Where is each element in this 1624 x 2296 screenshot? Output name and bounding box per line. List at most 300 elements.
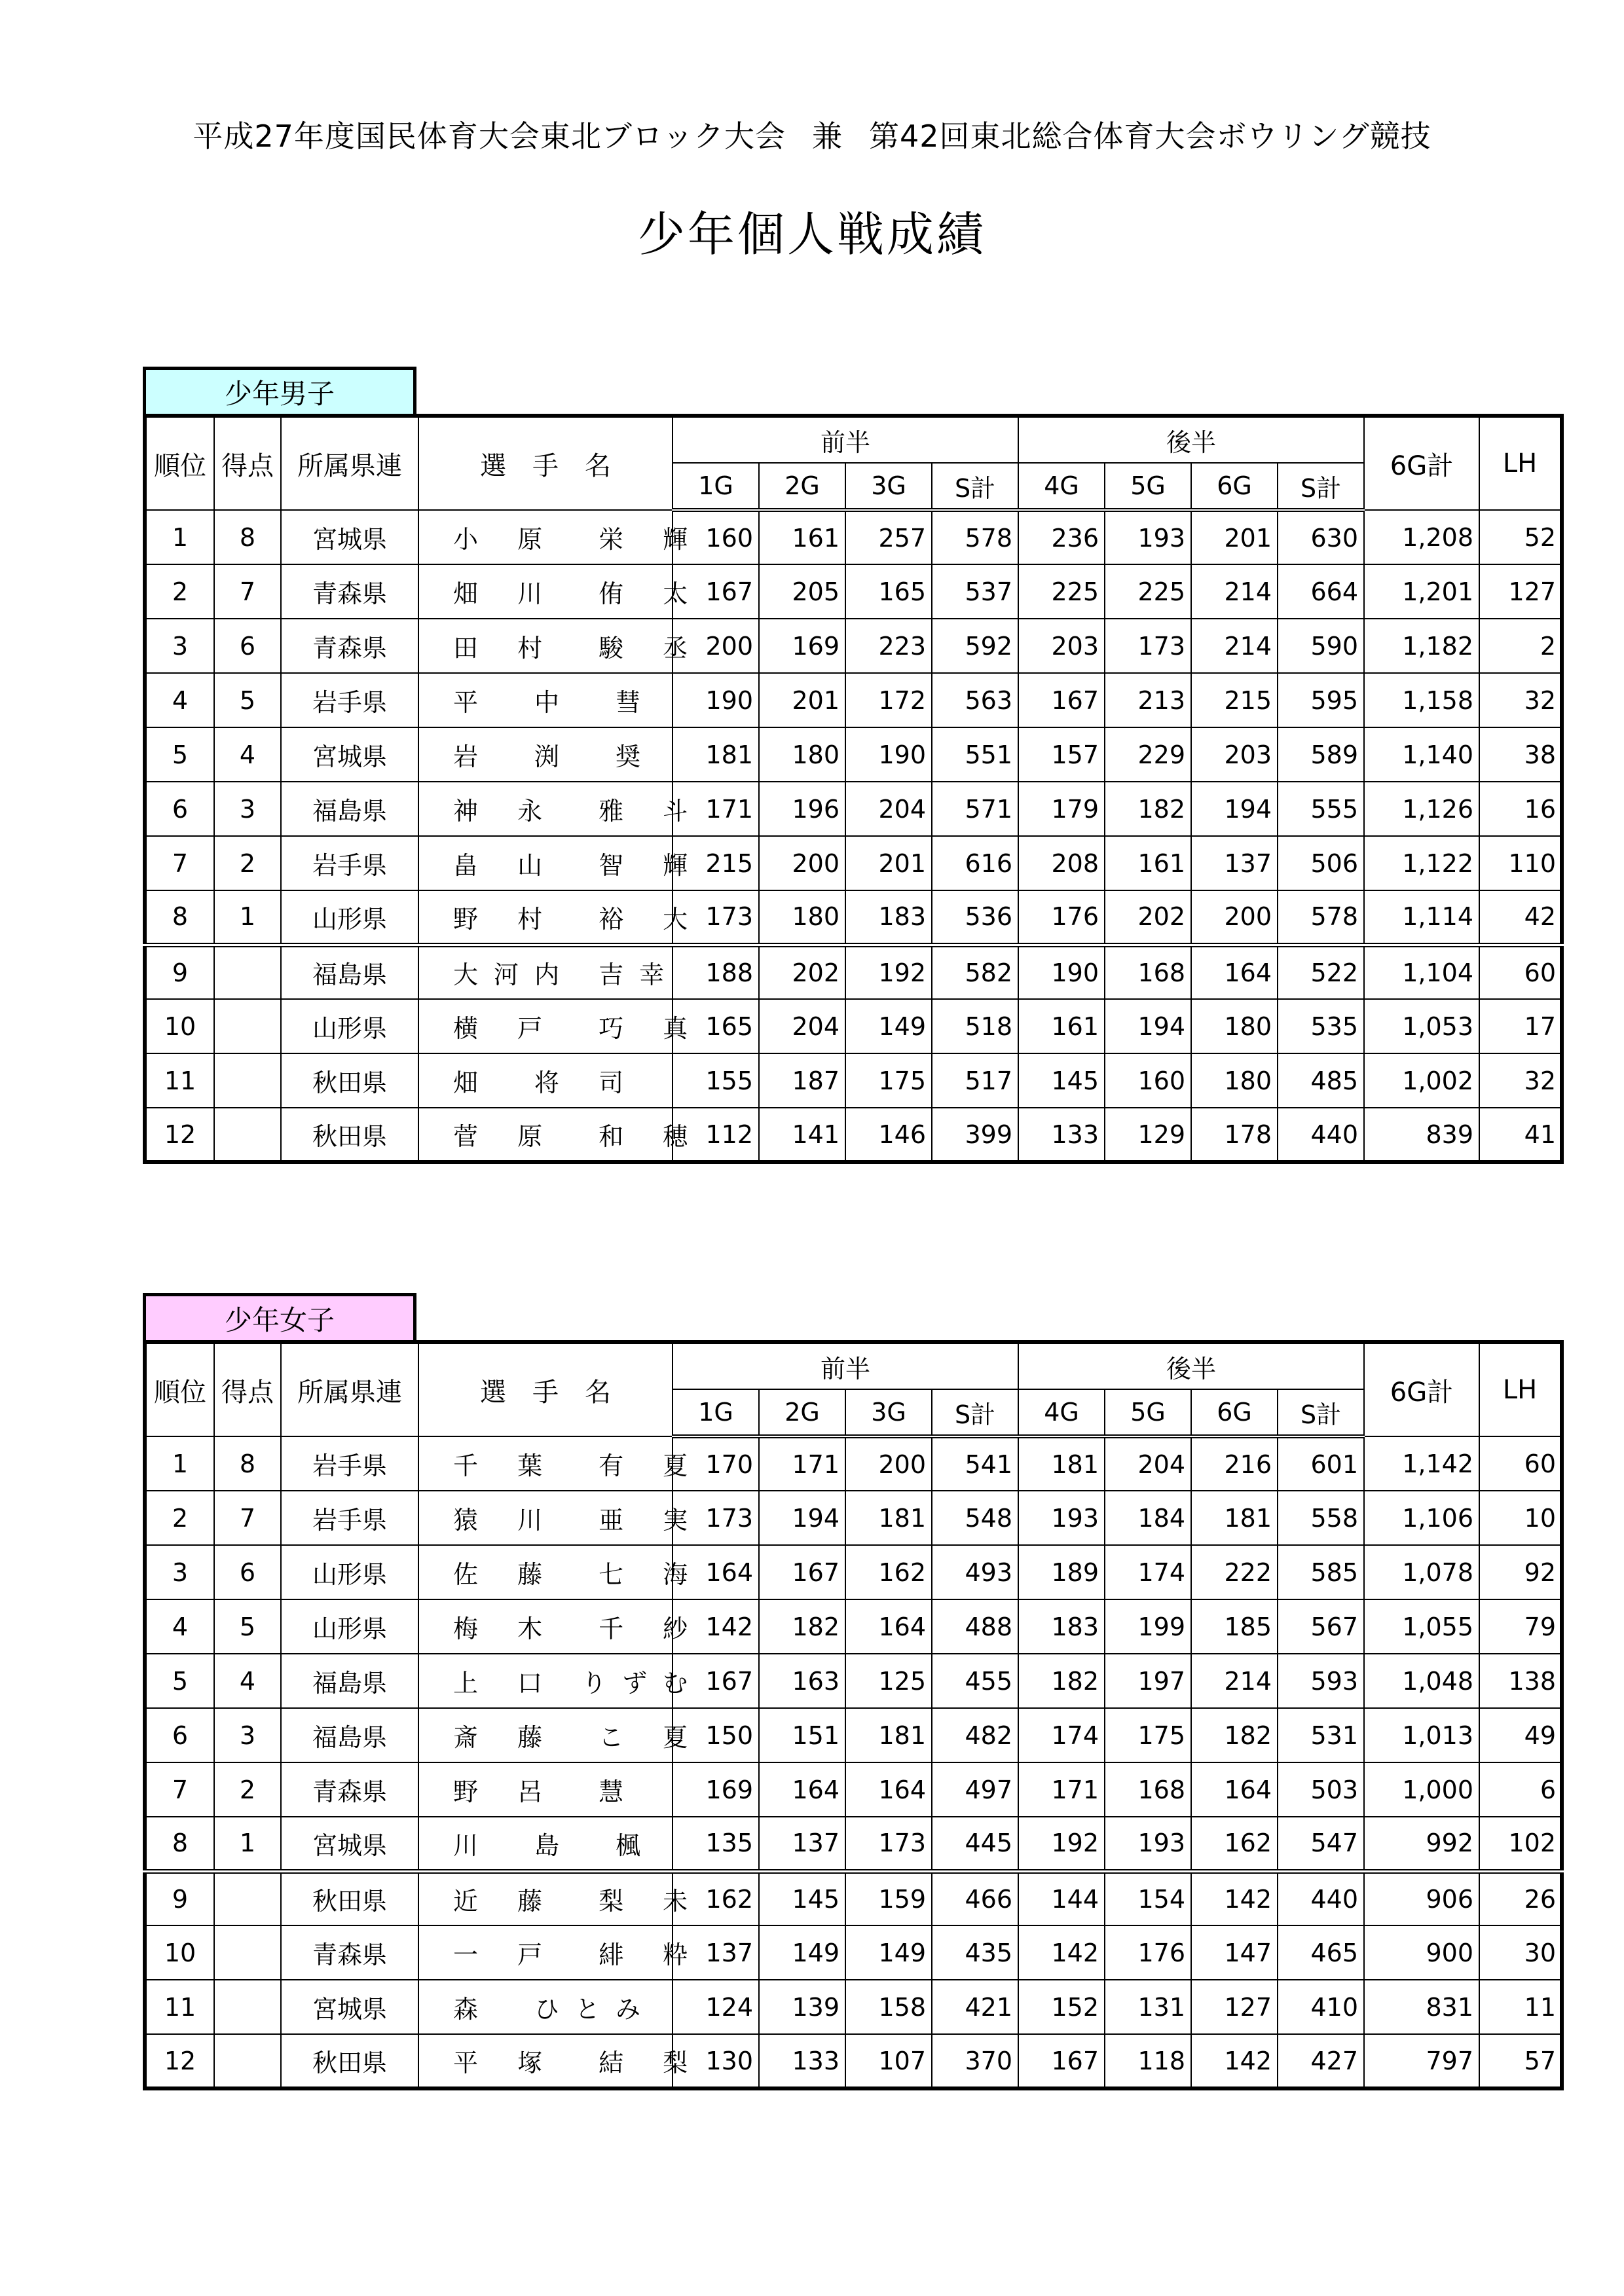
- game1-score: 188: [673, 945, 759, 999]
- table-row: [145, 1871, 1562, 1925]
- event-subtitle: [0, 113, 1624, 156]
- first-half-subtotal: 537: [932, 564, 1018, 619]
- game6-score: 185: [1191, 1599, 1278, 1654]
- six-game-total: 1,048: [1364, 1654, 1479, 1708]
- lh-value: 6: [1479, 1762, 1562, 1817]
- table-row: [145, 1654, 1562, 1708]
- game5-score: 193: [1105, 1817, 1191, 1871]
- lh-value: 102: [1479, 1817, 1562, 1871]
- game1-score: 165: [673, 999, 759, 1053]
- table-row: [145, 945, 1562, 999]
- game4-score: 192: [1018, 1817, 1105, 1871]
- table-row: [145, 999, 1562, 1053]
- game6-score: 180: [1191, 1053, 1278, 1108]
- first-half-subtotal: 541: [932, 1436, 1018, 1491]
- prefecture-cell: 山形県: [281, 890, 418, 945]
- six-game-total: 839: [1364, 1108, 1479, 1162]
- game3-score: 200: [845, 1436, 932, 1491]
- prefecture-cell: 青森県: [281, 1925, 418, 1980]
- col-subtotal1: S計: [932, 1389, 1018, 1436]
- prefecture-cell: 山形県: [281, 1545, 418, 1599]
- game2-score: 180: [759, 890, 845, 945]
- event-subtitle-part1: 平成27年度国民体育大会東北ブロック大会: [193, 118, 786, 154]
- lh-value: 10: [1479, 1491, 1562, 1545]
- col-game6: 6G: [1191, 463, 1278, 510]
- girls-results-table: [143, 1340, 1564, 2090]
- second-half-subtotal: 595: [1278, 673, 1364, 727]
- six-game-total: 1,106: [1364, 1491, 1479, 1545]
- game1-score: 137: [673, 1925, 759, 1980]
- second-half-subtotal: 522: [1278, 945, 1364, 999]
- rank-cell: 3: [145, 1545, 214, 1599]
- game2-score: 167: [759, 1545, 845, 1599]
- game1-score: 181: [673, 727, 759, 782]
- second-half-subtotal: 589: [1278, 727, 1364, 782]
- second-half-subtotal: 547: [1278, 1817, 1364, 1871]
- points-cell: [214, 1053, 281, 1108]
- points-cell: [214, 1980, 281, 2034]
- second-half-subtotal: 664: [1278, 564, 1364, 619]
- first-half-subtotal: 497: [932, 1762, 1018, 1817]
- game5-score: 225: [1105, 564, 1191, 619]
- game6-score: 142: [1191, 1871, 1278, 1925]
- first-half-subtotal: 563: [932, 673, 1018, 727]
- game3-score: 257: [845, 510, 932, 564]
- game2-score: 205: [759, 564, 845, 619]
- game4-score: 161: [1018, 999, 1105, 1053]
- lh-value: 30: [1479, 1925, 1562, 1980]
- second-half-subtotal: 601: [1278, 1436, 1364, 1491]
- col-points: 得点: [214, 1342, 281, 1436]
- col-game1: 1G: [673, 1389, 759, 1436]
- col-first-half: 前半: [673, 416, 1018, 463]
- game5-score: 229: [1105, 727, 1191, 782]
- game4-score: 144: [1018, 1871, 1105, 1925]
- col-game4: 4G: [1018, 463, 1105, 510]
- table-row: [145, 727, 1562, 782]
- game3-score: 158: [845, 1980, 932, 2034]
- game4-score: 225: [1018, 564, 1105, 619]
- first-half-subtotal: 455: [932, 1654, 1018, 1708]
- game3-score: 125: [845, 1654, 932, 1708]
- six-game-total: 1,126: [1364, 782, 1479, 836]
- first-half-subtotal: 571: [932, 782, 1018, 836]
- rank-cell: 6: [145, 782, 214, 836]
- rank-cell: 5: [145, 727, 214, 782]
- rank-cell: 6: [145, 1708, 214, 1762]
- rank-cell: 3: [145, 619, 214, 673]
- first-half-subtotal: 578: [932, 510, 1018, 564]
- six-game-total: 1,053: [1364, 999, 1479, 1053]
- rank-cell: 4: [145, 673, 214, 727]
- second-half-subtotal: 531: [1278, 1708, 1364, 1762]
- player-name-cell: 田 村 駿 丞: [418, 619, 673, 673]
- prefecture-cell: 宮城県: [281, 1980, 418, 2034]
- game6-score: 200: [1191, 890, 1278, 945]
- table-row: [145, 1980, 1562, 2034]
- prefecture-cell: 山形県: [281, 1599, 418, 1654]
- rank-cell: 2: [145, 564, 214, 619]
- game1-score: 155: [673, 1053, 759, 1108]
- table-row: [145, 782, 1562, 836]
- col-total: 6G計: [1364, 416, 1479, 510]
- col-game5: 5G: [1105, 463, 1191, 510]
- game4-score: 142: [1018, 1925, 1105, 1980]
- col-player-name: 選 手 名: [418, 416, 673, 510]
- game2-score: 194: [759, 1491, 845, 1545]
- game3-score: 165: [845, 564, 932, 619]
- points-cell: 8: [214, 510, 281, 564]
- game2-score: 141: [759, 1108, 845, 1162]
- game4-score: 208: [1018, 836, 1105, 890]
- game5-score: 202: [1105, 890, 1191, 945]
- second-half-subtotal: 410: [1278, 1980, 1364, 2034]
- table-row: [145, 1817, 1562, 1871]
- six-game-total: 1,055: [1364, 1599, 1479, 1654]
- lh-value: 2: [1479, 619, 1562, 673]
- second-half-subtotal: 558: [1278, 1491, 1364, 1545]
- rank-cell: 1: [145, 510, 214, 564]
- game6-score: 203: [1191, 727, 1278, 782]
- prefecture-cell: 岩手県: [281, 673, 418, 727]
- table-row: [145, 1491, 1562, 1545]
- col-game4: 4G: [1018, 1389, 1105, 1436]
- rank-cell: 1: [145, 1436, 214, 1491]
- player-name-cell: 川 島 楓: [418, 1817, 673, 1871]
- game4-score: 183: [1018, 1599, 1105, 1654]
- lh-value: 32: [1479, 1053, 1562, 1108]
- col-subtotal2: S計: [1278, 1389, 1364, 1436]
- player-name-cell: 千 葉 有 夏: [418, 1436, 673, 1491]
- game5-score: 129: [1105, 1108, 1191, 1162]
- points-cell: 4: [214, 1654, 281, 1708]
- six-game-total: 1,000: [1364, 1762, 1479, 1817]
- game6-score: 215: [1191, 673, 1278, 727]
- rank-cell: 4: [145, 1599, 214, 1654]
- prefecture-cell: 福島県: [281, 945, 418, 999]
- game5-score: 173: [1105, 619, 1191, 673]
- points-cell: 7: [214, 564, 281, 619]
- second-half-subtotal: 578: [1278, 890, 1364, 945]
- game2-score: 145: [759, 1871, 845, 1925]
- lh-value: 92: [1479, 1545, 1562, 1599]
- game2-score: 182: [759, 1599, 845, 1654]
- prefecture-cell: 青森県: [281, 564, 418, 619]
- game5-score: 174: [1105, 1545, 1191, 1599]
- six-game-total: 1,104: [1364, 945, 1479, 999]
- col-player-name: 選 手 名: [418, 1342, 673, 1436]
- game6-score: 214: [1191, 1654, 1278, 1708]
- table-row: [145, 1436, 1562, 1491]
- player-name-cell: 野 呂 慧: [418, 1762, 673, 1817]
- game6-score: 164: [1191, 945, 1278, 999]
- game3-score: 164: [845, 1762, 932, 1817]
- lh-value: 16: [1479, 782, 1562, 836]
- points-cell: 5: [214, 673, 281, 727]
- game1-score: 173: [673, 1491, 759, 1545]
- lh-value: 42: [1479, 890, 1562, 945]
- col-prefecture: 所属県連: [281, 416, 418, 510]
- six-game-total: 1,182: [1364, 619, 1479, 673]
- game6-score: 180: [1191, 999, 1278, 1053]
- game2-score: 196: [759, 782, 845, 836]
- game2-score: 180: [759, 727, 845, 782]
- six-game-total: 1,078: [1364, 1545, 1479, 1599]
- player-name-cell: 菅 原 和 穂: [418, 1108, 673, 1162]
- game5-score: 213: [1105, 673, 1191, 727]
- event-subtitle-part3: 第42回東北総合体育大会ボウリング競技: [869, 118, 1431, 154]
- second-half-subtotal: 590: [1278, 619, 1364, 673]
- second-half-subtotal: 427: [1278, 2034, 1364, 2088]
- game4-score: 182: [1018, 1654, 1105, 1708]
- rank-cell: 11: [145, 1053, 214, 1108]
- points-cell: [214, 1108, 281, 1162]
- player-name-cell: 岩 渕 奨: [418, 727, 673, 782]
- lh-value: 110: [1479, 836, 1562, 890]
- game1-score: 215: [673, 836, 759, 890]
- game2-score: 133: [759, 2034, 845, 2088]
- points-cell: [214, 999, 281, 1053]
- table-row: [145, 1545, 1562, 1599]
- points-cell: [214, 2034, 281, 2088]
- first-half-subtotal: 551: [932, 727, 1018, 782]
- game2-score: 204: [759, 999, 845, 1053]
- col-game5: 5G: [1105, 1389, 1191, 1436]
- table-row: [145, 564, 1562, 619]
- prefecture-cell: 秋田県: [281, 1053, 418, 1108]
- table-row: [145, 1108, 1562, 1162]
- game6-score: 216: [1191, 1436, 1278, 1491]
- second-half-subtotal: 555: [1278, 782, 1364, 836]
- game4-score: 176: [1018, 890, 1105, 945]
- lh-value: 79: [1479, 1599, 1562, 1654]
- game5-score: 204: [1105, 1436, 1191, 1491]
- game3-score: 164: [845, 1599, 932, 1654]
- rank-cell: 9: [145, 1871, 214, 1925]
- rank-cell: 8: [145, 1817, 214, 1871]
- second-half-subtotal: 485: [1278, 1053, 1364, 1108]
- rank-cell: 12: [145, 1108, 214, 1162]
- lh-value: 138: [1479, 1654, 1562, 1708]
- game1-score: 130: [673, 2034, 759, 2088]
- lh-value: 26: [1479, 1871, 1562, 1925]
- game5-score: 184: [1105, 1491, 1191, 1545]
- points-cell: 2: [214, 1762, 281, 1817]
- player-name-cell: 森 ひとみ: [418, 1980, 673, 2034]
- game5-score: 118: [1105, 2034, 1191, 2088]
- lh-value: 127: [1479, 564, 1562, 619]
- table-row: [145, 1053, 1562, 1108]
- lh-value: 17: [1479, 999, 1562, 1053]
- game1-score: 124: [673, 1980, 759, 2034]
- game6-score: 147: [1191, 1925, 1278, 1980]
- game4-score: 145: [1018, 1053, 1105, 1108]
- game4-score: 174: [1018, 1708, 1105, 1762]
- prefecture-cell: 秋田県: [281, 1108, 418, 1162]
- game1-score: 164: [673, 1545, 759, 1599]
- game1-score: 167: [673, 564, 759, 619]
- six-game-total: 831: [1364, 1980, 1479, 2034]
- game3-score: 162: [845, 1545, 932, 1599]
- rank-cell: 8: [145, 890, 214, 945]
- game6-score: 164: [1191, 1762, 1278, 1817]
- game5-score: 168: [1105, 945, 1191, 999]
- game3-score: 204: [845, 782, 932, 836]
- game1-score: 171: [673, 782, 759, 836]
- six-game-total: 1,142: [1364, 1436, 1479, 1491]
- prefecture-cell: 青森県: [281, 1762, 418, 1817]
- lh-value: 60: [1479, 1436, 1562, 1491]
- player-name-cell: 一 戸 緋 粋: [418, 1925, 673, 1980]
- game1-score: 112: [673, 1108, 759, 1162]
- game3-score: 192: [845, 945, 932, 999]
- game1-score: 167: [673, 1654, 759, 1708]
- rank-cell: 7: [145, 836, 214, 890]
- col-prefecture: 所属県連: [281, 1342, 418, 1436]
- second-half-subtotal: 535: [1278, 999, 1364, 1053]
- prefecture-cell: 秋田県: [281, 1871, 418, 1925]
- first-half-subtotal: 493: [932, 1545, 1018, 1599]
- game2-score: 171: [759, 1436, 845, 1491]
- game5-score: 194: [1105, 999, 1191, 1053]
- first-half-subtotal: 616: [932, 836, 1018, 890]
- col-lh: LH: [1479, 416, 1562, 510]
- lh-value: 32: [1479, 673, 1562, 727]
- six-game-total: 797: [1364, 2034, 1479, 2088]
- prefecture-cell: 福島県: [281, 1708, 418, 1762]
- lh-value: 11: [1479, 1980, 1562, 2034]
- six-game-total: 906: [1364, 1871, 1479, 1925]
- points-cell: [214, 1925, 281, 1980]
- game2-score: 149: [759, 1925, 845, 1980]
- lh-value: 60: [1479, 945, 1562, 999]
- game6-score: 181: [1191, 1491, 1278, 1545]
- game5-score: 197: [1105, 1654, 1191, 1708]
- game1-score: 142: [673, 1599, 759, 1654]
- game3-score: 201: [845, 836, 932, 890]
- points-cell: 4: [214, 727, 281, 782]
- boys-section-label: 少年男子: [143, 367, 416, 414]
- game2-score: 200: [759, 836, 845, 890]
- player-name-cell: 畠 山 智 輝: [418, 836, 673, 890]
- game6-score: 182: [1191, 1708, 1278, 1762]
- player-name-cell: 近 藤 梨 未: [418, 1871, 673, 1925]
- points-cell: [214, 945, 281, 999]
- col-subtotal2: S計: [1278, 463, 1364, 510]
- game6-score: 127: [1191, 1980, 1278, 2034]
- second-half-subtotal: 506: [1278, 836, 1364, 890]
- table-row: [145, 1599, 1562, 1654]
- player-name-cell: 斎 藤 こ 夏: [418, 1708, 673, 1762]
- prefecture-cell: 宮城県: [281, 1817, 418, 1871]
- game5-score: 199: [1105, 1599, 1191, 1654]
- second-half-subtotal: 440: [1278, 1871, 1364, 1925]
- col-game3: 3G: [845, 1389, 932, 1436]
- points-cell: 7: [214, 1491, 281, 1545]
- points-cell: 3: [214, 1708, 281, 1762]
- col-rank: 順位: [145, 416, 214, 510]
- six-game-total: 992: [1364, 1817, 1479, 1871]
- points-cell: 5: [214, 1599, 281, 1654]
- game3-score: 146: [845, 1108, 932, 1162]
- first-half-subtotal: 399: [932, 1108, 1018, 1162]
- game2-score: 137: [759, 1817, 845, 1871]
- game4-score: 181: [1018, 1436, 1105, 1491]
- prefecture-cell: 福島県: [281, 782, 418, 836]
- rank-cell: 11: [145, 1980, 214, 2034]
- second-half-subtotal: 585: [1278, 1545, 1364, 1599]
- second-half-subtotal: 630: [1278, 510, 1364, 564]
- prefecture-cell: 岩手県: [281, 836, 418, 890]
- first-half-subtotal: 482: [932, 1708, 1018, 1762]
- game2-score: 187: [759, 1053, 845, 1108]
- player-name-cell: 小 原 栄 輝: [418, 510, 673, 564]
- game3-score: 149: [845, 1925, 932, 1980]
- game5-score: 131: [1105, 1980, 1191, 2034]
- lh-value: 57: [1479, 2034, 1562, 2088]
- game5-score: 175: [1105, 1708, 1191, 1762]
- six-game-total: 1,158: [1364, 673, 1479, 727]
- game4-score: 167: [1018, 2034, 1105, 2088]
- prefecture-cell: 福島県: [281, 1654, 418, 1708]
- six-game-total: 1,013: [1364, 1708, 1479, 1762]
- game1-score: 169: [673, 1762, 759, 1817]
- col-second-half: 後半: [1018, 1342, 1364, 1389]
- game3-score: 175: [845, 1053, 932, 1108]
- table-row: [145, 2034, 1562, 2088]
- first-half-subtotal: 536: [932, 890, 1018, 945]
- game2-score: 139: [759, 1980, 845, 2034]
- game2-score: 169: [759, 619, 845, 673]
- game5-score: 193: [1105, 510, 1191, 564]
- col-game2: 2G: [759, 463, 845, 510]
- game3-score: 149: [845, 999, 932, 1053]
- prefecture-cell: 岩手県: [281, 1436, 418, 1491]
- first-half-subtotal: 421: [932, 1980, 1018, 2034]
- game6-score: 194: [1191, 782, 1278, 836]
- second-half-subtotal: 503: [1278, 1762, 1364, 1817]
- game3-score: 183: [845, 890, 932, 945]
- lh-value: 38: [1479, 727, 1562, 782]
- six-game-total: 900: [1364, 1925, 1479, 1980]
- game4-score: 133: [1018, 1108, 1105, 1162]
- game6-score: 214: [1191, 564, 1278, 619]
- prefecture-cell: 秋田県: [281, 2034, 418, 2088]
- game1-score: 200: [673, 619, 759, 673]
- player-name-cell: 畑 川 侑 太: [418, 564, 673, 619]
- game1-score: 135: [673, 1817, 759, 1871]
- points-cell: [214, 1871, 281, 1925]
- game1-score: 162: [673, 1871, 759, 1925]
- points-cell: 1: [214, 890, 281, 945]
- lh-value: 52: [1479, 510, 1562, 564]
- game3-score: 223: [845, 619, 932, 673]
- first-half-subtotal: 370: [932, 2034, 1018, 2088]
- game2-score: 202: [759, 945, 845, 999]
- player-name-cell: 横 戸 巧 真: [418, 999, 673, 1053]
- game1-score: 170: [673, 1436, 759, 1491]
- game3-score: 181: [845, 1491, 932, 1545]
- table-row: [145, 1708, 1562, 1762]
- first-half-subtotal: 548: [932, 1491, 1018, 1545]
- first-half-subtotal: 445: [932, 1817, 1018, 1871]
- col-points: 得点: [214, 416, 281, 510]
- second-half-subtotal: 593: [1278, 1654, 1364, 1708]
- game3-score: 181: [845, 1708, 932, 1762]
- prefecture-cell: 宮城県: [281, 510, 418, 564]
- six-game-total: 1,002: [1364, 1053, 1479, 1108]
- game6-score: 214: [1191, 619, 1278, 673]
